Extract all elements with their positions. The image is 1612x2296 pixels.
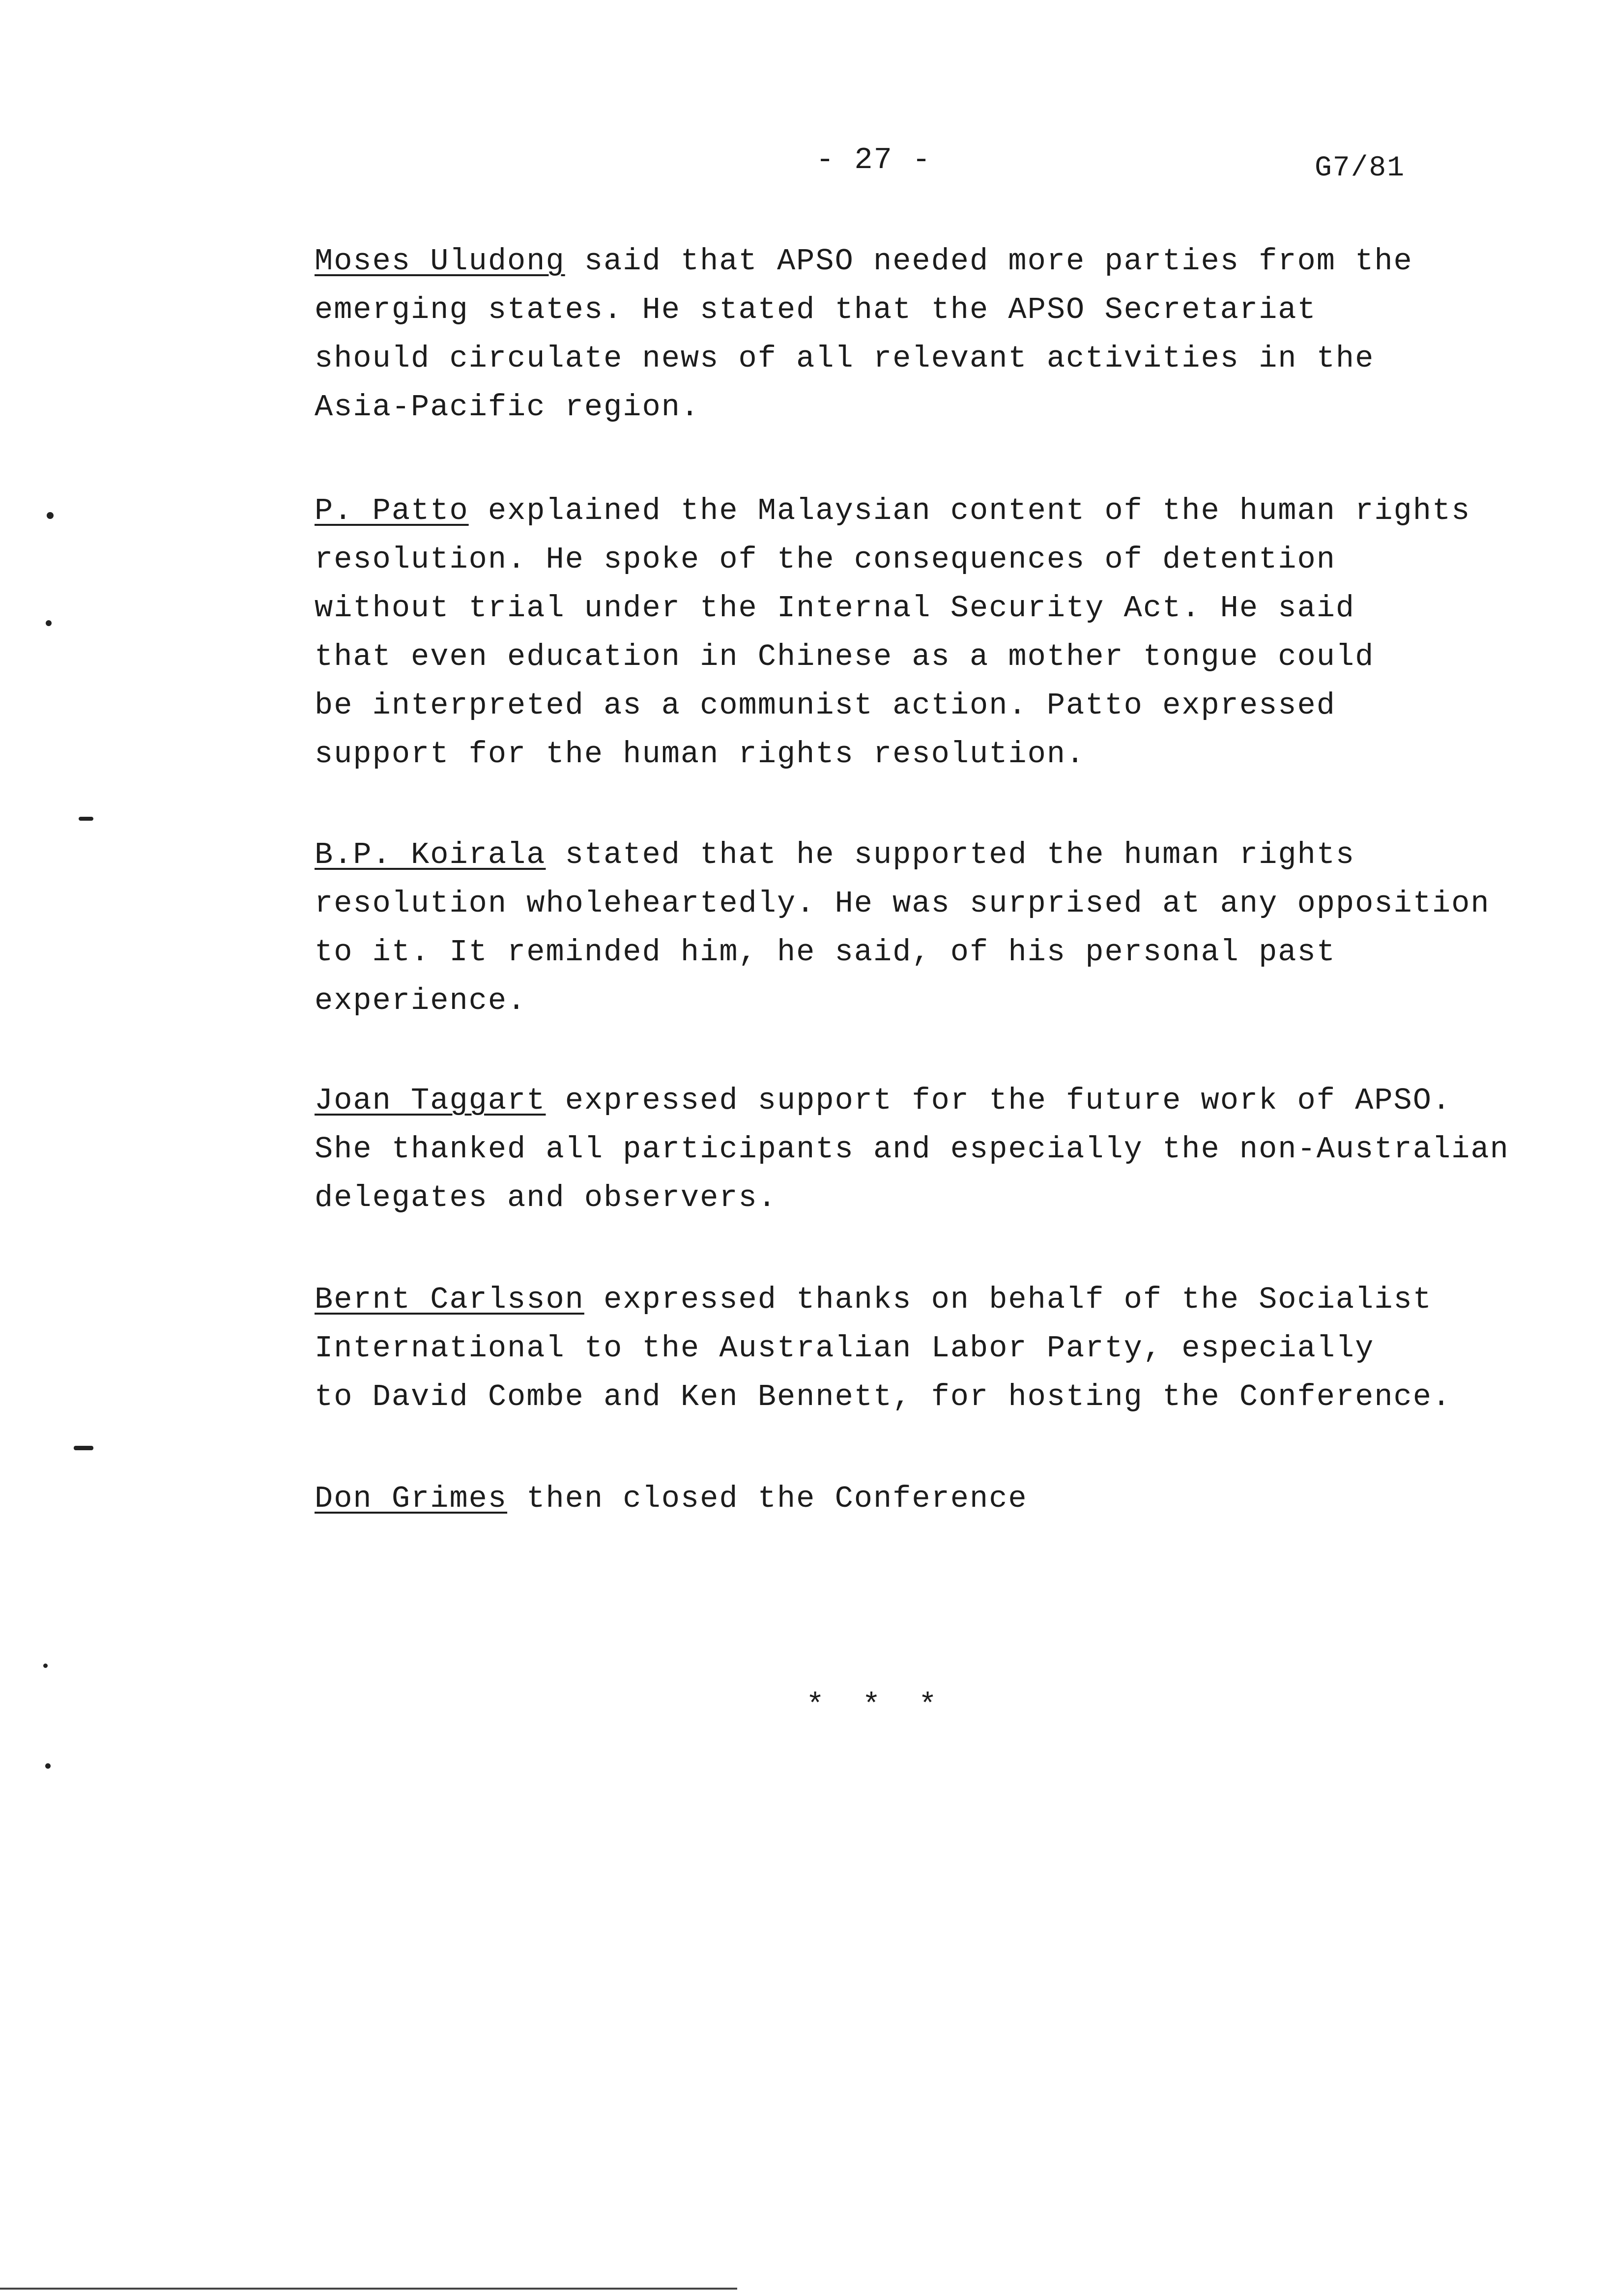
speaker-name: Joan Taggart [315,1083,546,1118]
page-number: - 27 - [816,143,932,177]
paragraph-text: then closed the Conference [507,1481,1028,1516]
paragraph-text: expressed thanks on behalf of the Socialist International to the Australian Labor Party, especially to David Combe and Ken Bennett, for hosting the Conference. [315,1282,1452,1414]
paragraph-text: expressed support for the future work of APSO. She thanked all participants and especially the non-Australian delegates and observers. [315,1083,1509,1215]
speaker-name: Moses Uludong [315,244,565,279]
paragraph-text: said that APSO needed more parties from the emerging states. He stated that the APSO Secretariat should circulate news of all relevant activities in the Asia-Pacific region. [315,244,1413,425]
paragraph-text: explained the Malaysian content of the human rights resolution. He spoke of the consequences of detention without trial under the Internal Security Act. He said that even education in Chinese as a mother tongue could be interpreted as a communist action. Patto expressed support for the human rights resolution. [315,493,1471,772]
scan-speck [74,1446,93,1450]
paragraph-joan-taggart [315,1076,1573,1222]
speaker-name: B.P. Koirala [315,837,546,872]
speaker-name: P. Patto [315,493,469,528]
scan-speck [45,1763,51,1769]
paragraph-bp-koirala [315,831,1573,1025]
scan-speck [43,1664,48,1668]
paragraph-don-grimes [315,1474,1573,1523]
section-separator: * * * [806,1688,947,1723]
scan-speck [46,620,52,626]
scan-speck [47,512,54,519]
paragraph-moses-uludong [315,237,1573,431]
document-reference: G7/81 [1315,152,1406,184]
speaker-name: Bernt Carlsson [315,1282,584,1317]
scan-speck [79,817,93,821]
paragraph-bernt-carlsson [315,1275,1573,1421]
speaker-name: Don Grimes [315,1481,508,1516]
bottom-edge-rule [0,2288,737,2290]
paragraph-text: stated that he supported the human rights resolution wholeheartedly. He was surprised at any opposition to it. It reminded him, he said, of his personal past experience. [315,837,1490,1018]
paragraph-p-patto [315,487,1573,778]
